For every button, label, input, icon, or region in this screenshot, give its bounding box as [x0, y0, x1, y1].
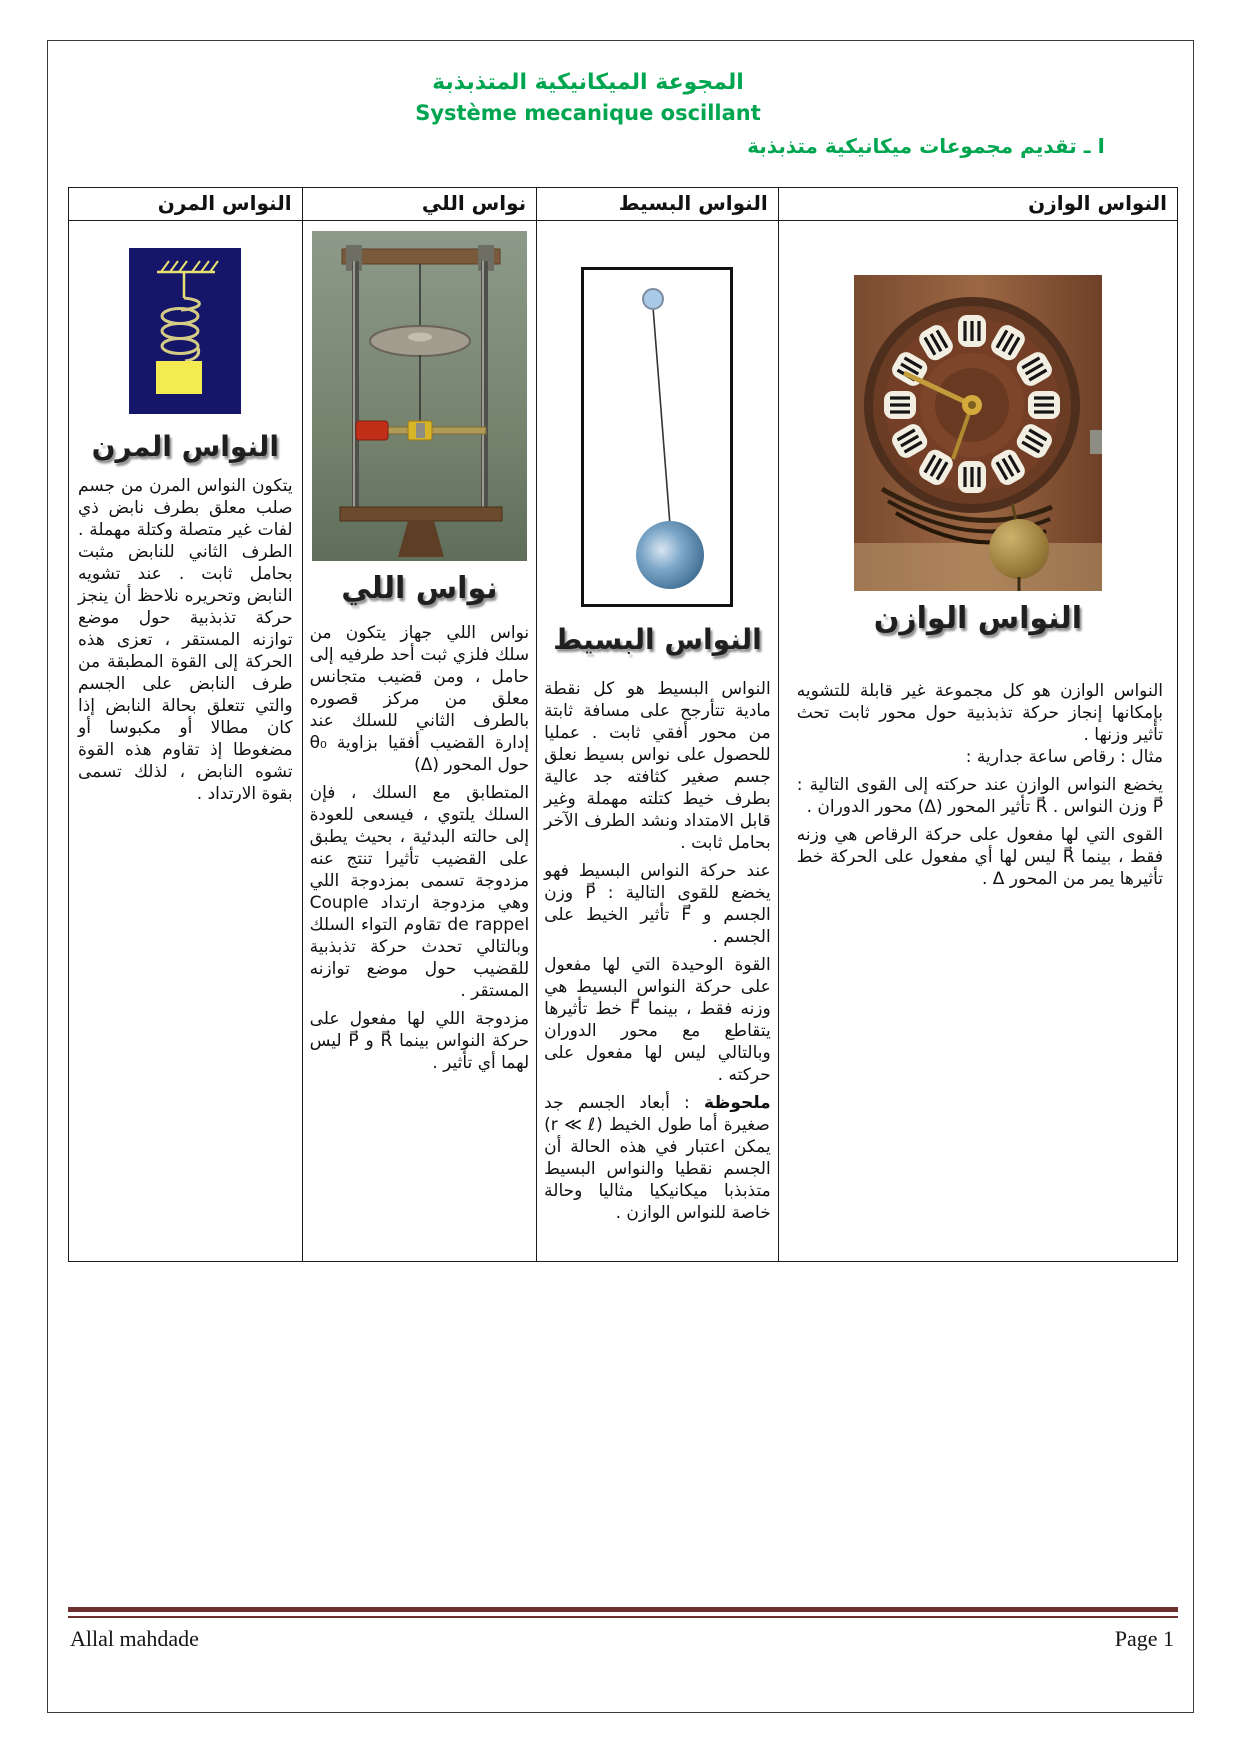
- paragraph: القوى التي لها مفعول على حركة الرقاص هي وزنه فقط ، بينما R⃗ ليس لها أي مفعول على الحركة خط تأثيرها يمر من المحور Δ .: [796, 825, 1164, 889]
- column-weight-pendulum: [778, 188, 1177, 1261]
- footer-page-number: Page 1: [1114, 1626, 1174, 1651]
- body-text-simple-pendulum: [544, 678, 771, 1224]
- paragraph: المتطابق مع السلك ، فإن السلك يلتوي ، فيسعى للعودة إلى حالته البدئية ، بحيث يطبق على القضيب تأثيرا تنتج عنه مزدوجة تسمى بمزدوجة اللي وهي مزدوجة ارتداد Couple de rappel تقاوم التواء السلك وبالتالي تحدث حركة تذبذبية للقضيب حول موضع توازنه المستقر .: [309, 783, 530, 1001]
- section-heading: I ـ تقديم مجموعات ميكانيكية متذبذبة: [747, 134, 1105, 158]
- document-title-arabic: المجوعة الميكانيكية المتذبذبة: [432, 70, 744, 95]
- paragraph: النواس الوازن هو كل مجموعة غير قابلة للتشويه بإمكانها إنجاز حركة تذبذبية حول محور ثابت تحث تأثير وزنها .: [796, 681, 1163, 745]
- column-header-simple-pendulum: النواس البسيط: [537, 188, 778, 221]
- simple-pendulum-diagram: [581, 267, 733, 607]
- footer-rule-thin: [68, 1616, 1178, 1618]
- column-elastic-pendulum: [69, 188, 302, 1261]
- note-label: ملحوظة: [704, 1093, 771, 1113]
- paragraph: مثال : رقاص ساعة جدارية :: [965, 747, 1163, 767]
- paragraph: النواس البسيط هو كل نقطة مادية تتأرجح على مسافة ثابتة من محور أفقي ثابت . عمليا للحصول على نواس بسيط نعلق جسم صغير كثافته جد عالية بطرف خيط كتلته مهملة وغير قابل الامتداد ونشد الطرف الآخر بحامل ثابت .: [544, 679, 771, 853]
- body-text-torsion-pendulum: [310, 622, 530, 1074]
- figure-caption-elastic-pendulum: النواس المرن: [91, 430, 279, 463]
- column-torsion-pendulum: [302, 188, 537, 1261]
- column-header-torsion-pendulum: نواس اللي: [303, 188, 537, 221]
- figure-caption-simple-pendulum: النواس البسيط: [553, 623, 762, 656]
- paragraph: يخضع النواس الوازن عند حركته إلى القوى التالية : P⃗ وزن النواس . R⃗ تأثير المحور (Δ) محور الدوران .: [796, 775, 1163, 817]
- column-body-torsion-pendulum: [303, 221, 537, 1261]
- note-text: : أبعاد الجسم جد صغيرة أما طول الخيط (r ≪ ℓ) يمكن اعتبار في هذه الحالة أن الجسم نقطيا والنواس البسيط متذبذبا ميكانيكيا مثاليا وحالة خاصة للنواس الوازن .: [544, 1093, 771, 1223]
- paragraph: يتكون النواس المرن من جسم صلب معلق بطرف نابض ذي لفات غير متصلة وكتلة مهملة . الطرف الثاني للنابض مثبت بحامل ثابت . عند تشويه النابض وتحريره نلاحظ أن ينجز حركة تذبذبية حول موضع توازنه المستقر ، تعزى هذه الحركة إلى القوة المطبقة من طرف النابض على الجسم والتي تتعلق بحالة النابض إذا كان مطالا أو مكبوسا أو مضغوطا إذ تقاوم هذه القوة تشوه النابض ، لذلك تسمى بقوة الارتداد .: [78, 476, 293, 804]
- figure-caption-weight-pendulum: النواس الوازن: [873, 601, 1082, 636]
- paragraph-note: [544, 1092, 771, 1224]
- column-header-weight-pendulum: النواس الوازن: [779, 188, 1177, 221]
- document-title-french: Système mecanique oscillant: [415, 101, 761, 125]
- footer-author: Allal mahdade: [70, 1626, 199, 1651]
- body-text-elastic-pendulum: [78, 475, 293, 805]
- column-body-simple-pendulum: [537, 221, 778, 1261]
- paragraph: نواس اللي جهاز يتكون من سلك فلزي ثبت أحد طرفيه إلى حامل ، ومن قضيب متجانس معلق من مركز قصوره بالطرف الثاني للسلك عند إدارة القضيب أفقيا بزاوية θ₀ حول المحور (Δ): [309, 623, 530, 775]
- column-header-elastic-pendulum: النواس المرن: [69, 188, 302, 221]
- column-body-elastic-pendulum: [69, 221, 302, 1261]
- paragraph: عند حركة النواس البسيط فهو يخضع للقوى التالية : P⃗ وزن الجسم و F⃗ تأثير الخيط على الجسم .: [544, 861, 771, 947]
- column-simple-pendulum: [536, 188, 778, 1261]
- body-text-weight-pendulum: [797, 680, 1163, 890]
- comparison-table: [68, 187, 1178, 1262]
- pendulum-clock-photo: [854, 275, 1102, 591]
- footer-rule-thick: [68, 1607, 1178, 1612]
- spring-mass-diagram: [129, 248, 241, 414]
- torsion-pendulum-photo: [312, 231, 527, 561]
- paragraph: مزدوجة اللي لها مفعول على حركة النواس بينما R⃗ و P⃗ ليس لهما أي تأثير .: [309, 1009, 530, 1073]
- figure-caption-torsion-pendulum: نواس اللي: [341, 571, 498, 606]
- paragraph: القوة الوحيدة التي لها مفعول على حركة النواس البسيط هي وزنه فقط ، بينما F⃗ خط تأثيرها يتقاطع مع محور الدوران وبالتالي ليس لها مفعول على حركته .: [544, 955, 771, 1085]
- column-body-weight-pendulum: [779, 221, 1177, 1261]
